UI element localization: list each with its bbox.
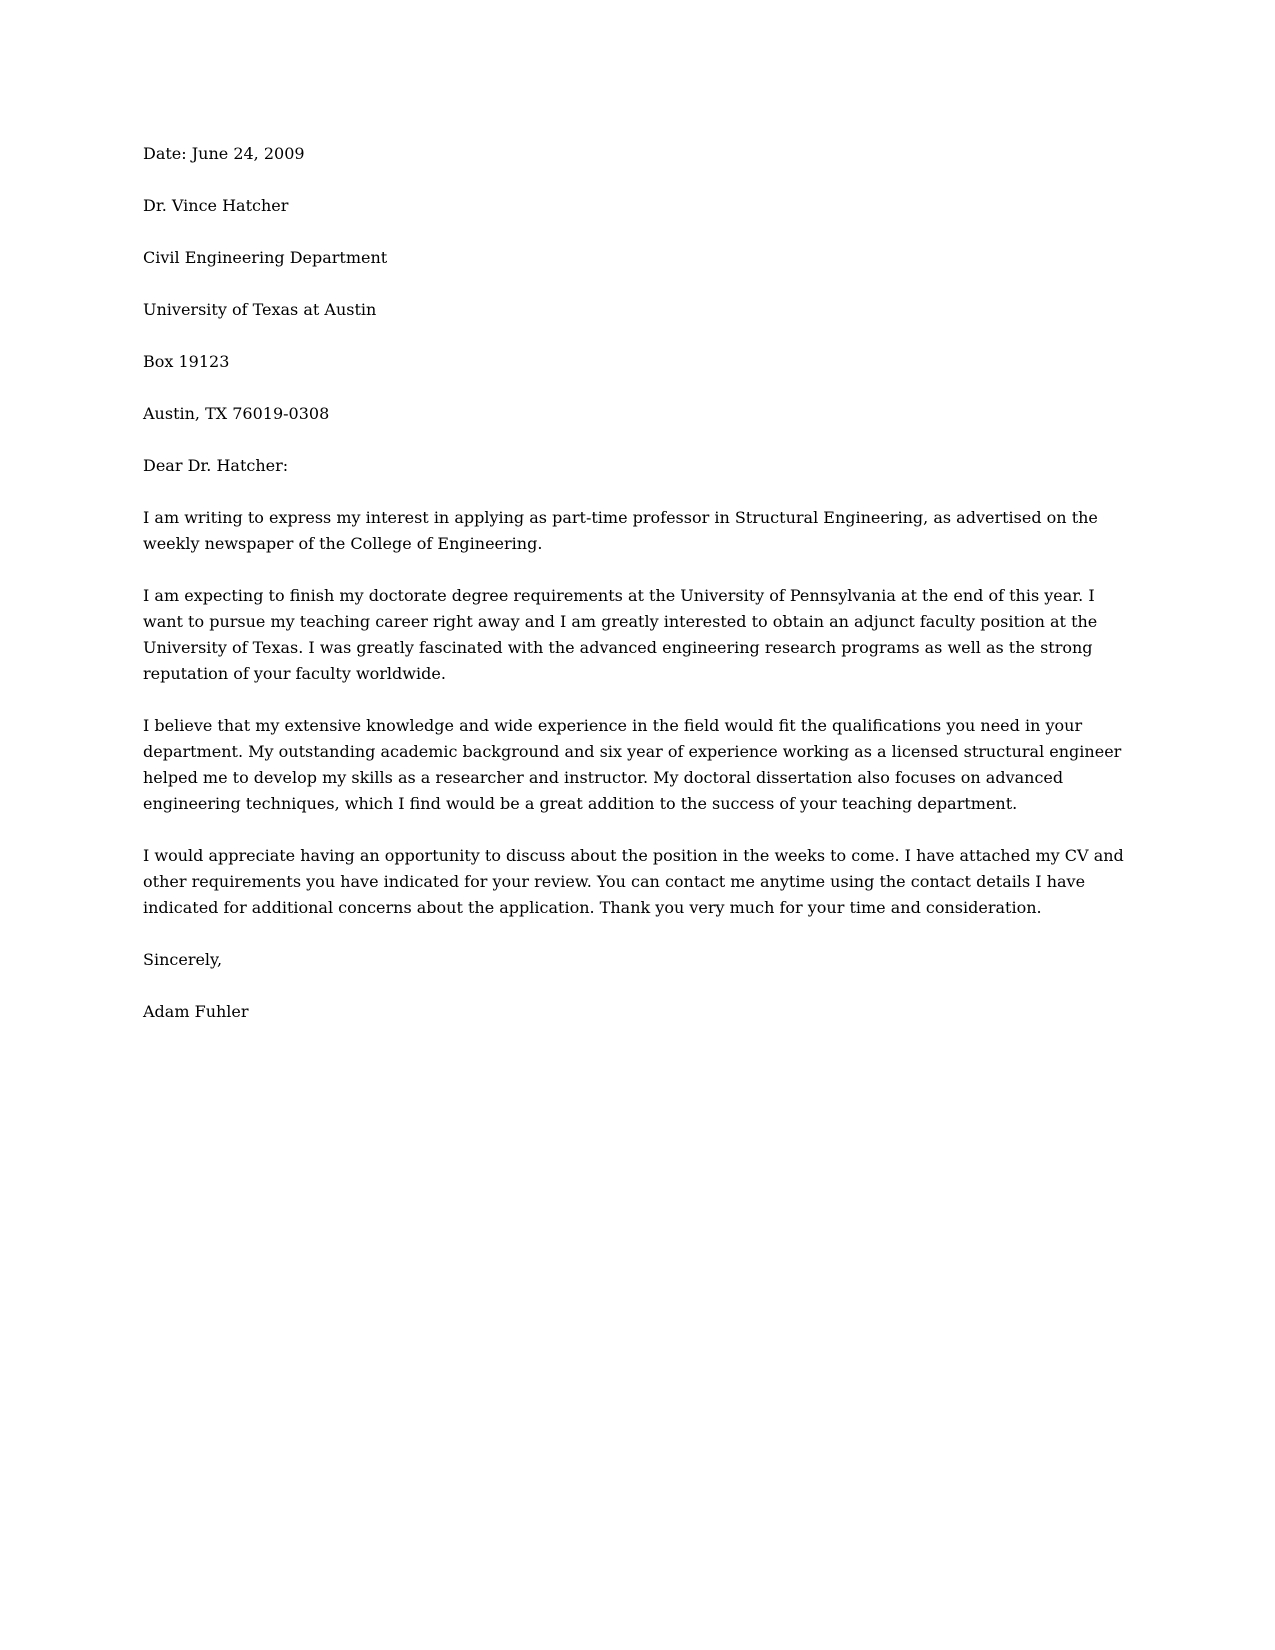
body-paragraph-1: I am writing to express my interest in applying as part-time professor in Structural Engineering, as advertised on the weekly newspaper of the College of Engineering. — [143, 508, 1098, 553]
recipient-institution: University of Texas at Austin — [143, 300, 377, 319]
recipient-department: Civil Engineering Department — [143, 248, 388, 267]
body-paragraph-4: I would appreciate having an opportunity to discuss about the position in the weeks to come. I have attached my CV and other requirements you have indicated for your review. You can contact me anytime using the contact details I have indicated for additional concerns about the application. Thank you very much for your time and consideration. — [143, 846, 1124, 917]
recipient-city-state-zip: Austin, TX 76019-0308 — [143, 404, 330, 423]
signature-name: Adam Fuhler — [143, 1002, 249, 1021]
recipient-name: Dr. Vince Hatcher — [143, 196, 289, 215]
closing: Sincerely, — [143, 950, 223, 969]
recipient-box: Box 19123 — [143, 352, 230, 371]
body-paragraph-3: I believe that my extensive knowledge and wide experience in the field would fit the qualifications you need in your department. My outstanding academic background and six year of experience working as a licensed structural engineer helped me to develop my skills as a researcher and instructor. My doctoral dissertation also focuses on advanced engineering techniques, which I find would be a great addition to the success of your teaching department. — [143, 716, 1122, 813]
salutation: Dear Dr. Hatcher: — [143, 456, 289, 475]
body-paragraph-2: I am expecting to finish my doctorate degree requirements at the University of Pennsylvania at the end of this year. I want to pursue my teaching career right away and I am greatly interested to obtain an adjunct faculty position at the University of Texas. I was greatly fascinated with the advanced engineering research programs as well as the strong reputation of your faculty worldwide. — [143, 586, 1098, 683]
date-line: Date: June 24, 2009 — [143, 144, 305, 163]
